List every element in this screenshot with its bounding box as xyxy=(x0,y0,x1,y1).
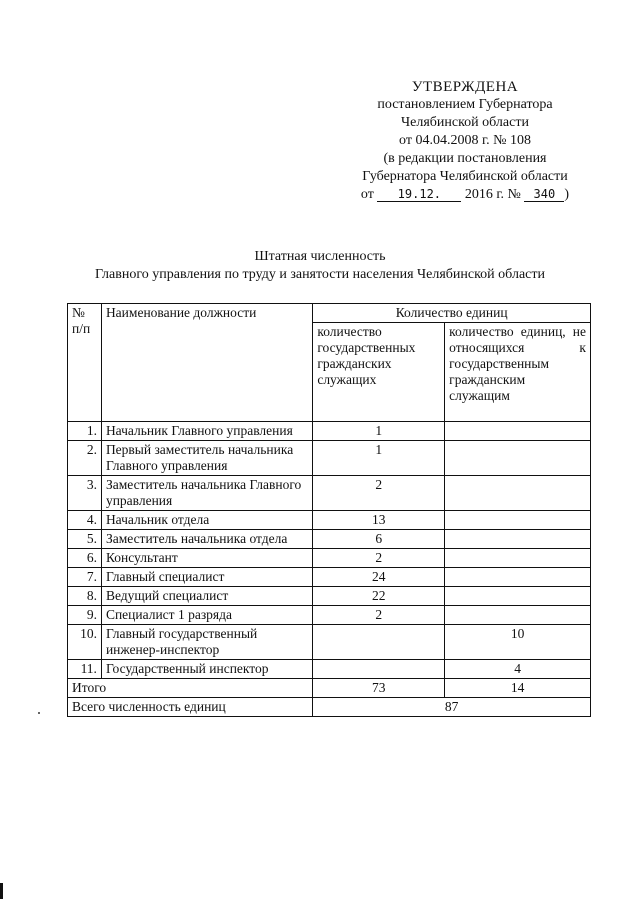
row-num: 8. xyxy=(68,587,102,606)
header-civil: количество государственных гражданских служащих xyxy=(313,323,445,422)
row-position-name: Заместитель начальника Главного управления xyxy=(101,476,312,511)
approval-line-1: постановлением Губернатора xyxy=(377,97,553,112)
row-noncivil-count: 10 xyxy=(445,625,591,660)
table-row xyxy=(68,625,591,660)
table-row xyxy=(68,441,591,476)
year-label: 2016 г. № xyxy=(464,187,521,202)
row-num: 11. xyxy=(68,660,102,679)
total-civil: 73 xyxy=(313,679,445,698)
table-row xyxy=(68,660,591,679)
table-header-row xyxy=(68,304,591,323)
row-num: 3. xyxy=(68,476,102,511)
approval-number: 340 xyxy=(524,187,564,202)
row-civil-count: 1 xyxy=(313,441,445,476)
staff-table xyxy=(67,303,591,717)
row-noncivil-count xyxy=(445,422,591,441)
close-paren: ) xyxy=(564,187,570,202)
approval-date-line xyxy=(350,186,580,204)
scan-speck xyxy=(38,712,40,714)
row-position-name: Специалист 1 разряда xyxy=(101,606,312,625)
table-row xyxy=(68,476,591,511)
row-noncivil-count xyxy=(445,511,591,530)
row-civil-count: 6 xyxy=(313,530,445,549)
title-line-1: Штатная численность xyxy=(254,249,386,264)
row-noncivil-count xyxy=(445,549,591,568)
row-civil-count: 2 xyxy=(313,549,445,568)
approval-heading: УТВЕРЖДЕНА xyxy=(411,79,519,95)
total-noncivil: 14 xyxy=(445,679,591,698)
row-position-name: Первый заместитель начальника Главного управления xyxy=(101,441,312,476)
row-position-name: Ведущий специалист xyxy=(101,587,312,606)
document-title xyxy=(0,248,640,284)
row-civil-count: 1 xyxy=(313,422,445,441)
row-civil-count: 2 xyxy=(313,606,445,625)
table-row xyxy=(68,606,591,625)
table-row xyxy=(68,568,591,587)
total-label: Итого xyxy=(68,679,313,698)
row-civil-count xyxy=(313,660,445,679)
grand-total-value: 87 xyxy=(313,698,591,717)
table-row xyxy=(68,422,591,441)
row-position-name: Государственный инспектор xyxy=(101,660,312,679)
header-count: Количество единиц xyxy=(313,304,591,323)
row-civil-count: 24 xyxy=(313,568,445,587)
row-num: 2. xyxy=(68,441,102,476)
row-noncivil-count xyxy=(445,568,591,587)
approval-line-3: от 04.04.2008 г. № 108 xyxy=(399,133,531,148)
from-label: от xyxy=(360,187,374,202)
row-civil-count: 2 xyxy=(313,476,445,511)
grand-total-row xyxy=(68,698,591,717)
table-row xyxy=(68,587,591,606)
header-position: Наименование должности xyxy=(101,304,312,422)
row-civil-count: 13 xyxy=(313,511,445,530)
row-num: 10. xyxy=(68,625,102,660)
row-position-name: Начальник отдела xyxy=(101,511,312,530)
row-position-name: Главный специалист xyxy=(101,568,312,587)
row-noncivil-count xyxy=(445,606,591,625)
row-civil-count xyxy=(313,625,445,660)
row-position-name: Начальник Главного управления xyxy=(101,422,312,441)
table-row xyxy=(68,549,591,568)
header-num: № п/п xyxy=(68,304,102,422)
approval-block xyxy=(350,78,580,204)
approval-date: 19.12. xyxy=(377,187,461,202)
row-position-name: Главный государственный инженер-инспектор xyxy=(101,625,312,660)
table-row xyxy=(68,530,591,549)
row-civil-count: 22 xyxy=(313,587,445,606)
row-position-name: Заместитель начальника отдела xyxy=(101,530,312,549)
row-position-name: Консультант xyxy=(101,549,312,568)
table-row xyxy=(68,511,591,530)
title-line-2: Главного управления по труду и занятости населения Челябинской области xyxy=(95,267,545,282)
header-noncivil: количество единиц, не относящихся к государственным гражданским служащим xyxy=(445,323,591,422)
row-noncivil-count: 4 xyxy=(445,660,591,679)
row-num: 6. xyxy=(68,549,102,568)
row-num: 1. xyxy=(68,422,102,441)
row-noncivil-count xyxy=(445,530,591,549)
total-row xyxy=(68,679,591,698)
row-num: 7. xyxy=(68,568,102,587)
row-num: 9. xyxy=(68,606,102,625)
approval-line-5: Губернатора Челябинской области xyxy=(362,169,568,184)
row-noncivil-count xyxy=(445,587,591,606)
approval-line-2: Челябинской области xyxy=(401,115,529,130)
row-noncivil-count xyxy=(445,476,591,511)
row-noncivil-count xyxy=(445,441,591,476)
grand-total-label: Всего численность единиц xyxy=(68,698,313,717)
row-num: 4. xyxy=(68,511,102,530)
approval-line-4: (в редакции постановления xyxy=(383,151,547,166)
scan-edge-mark xyxy=(0,883,3,899)
row-num: 5. xyxy=(68,530,102,549)
